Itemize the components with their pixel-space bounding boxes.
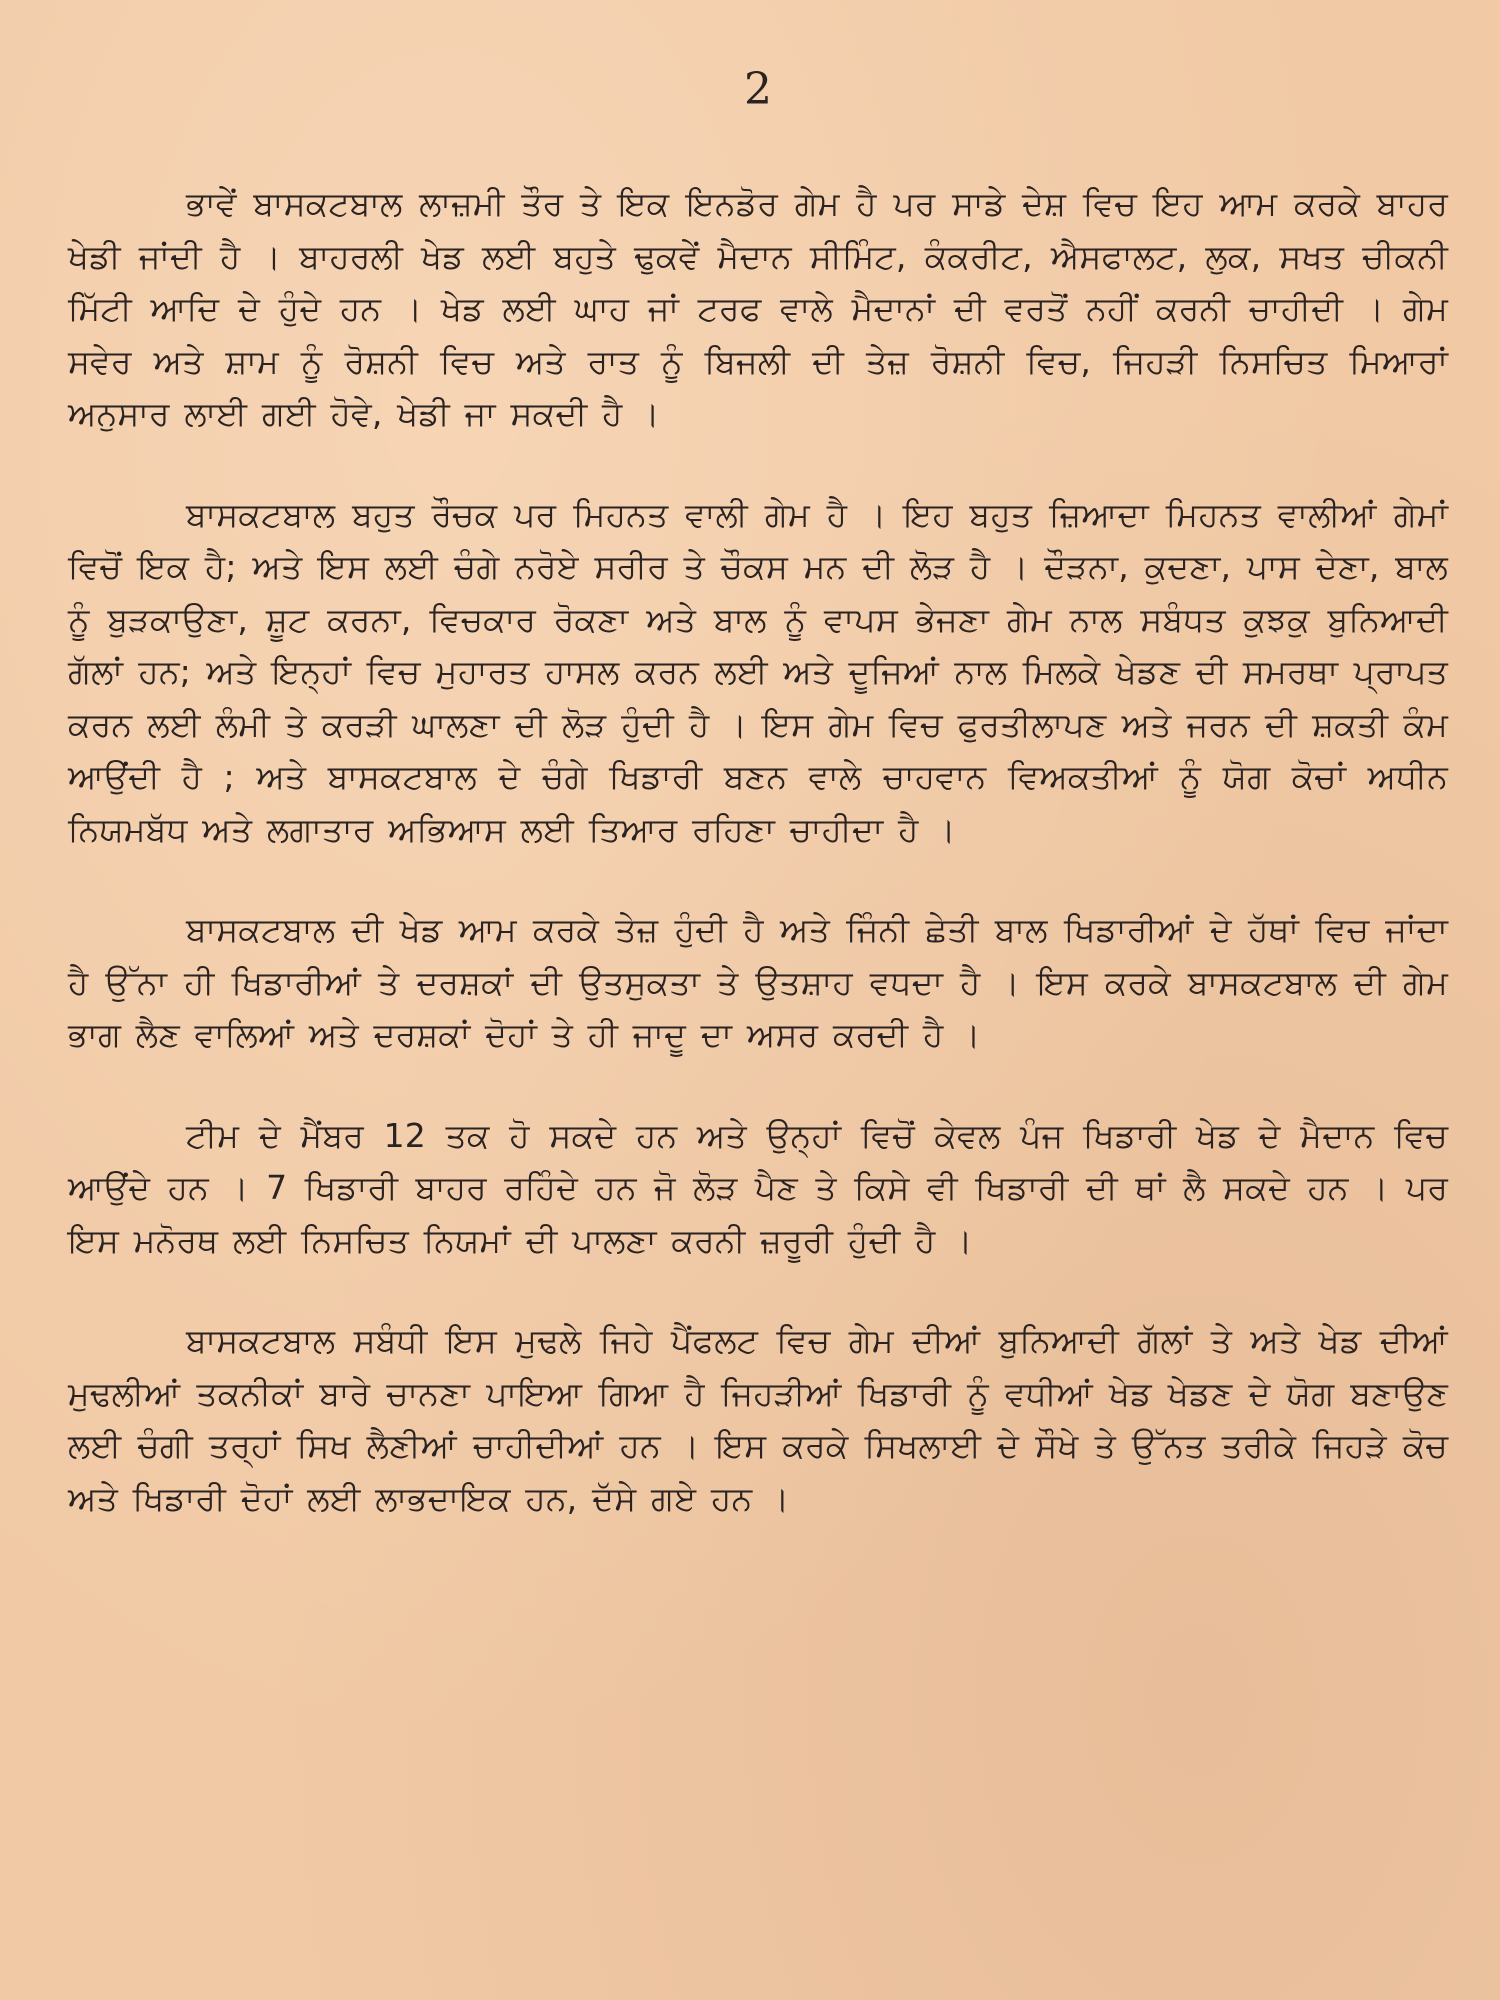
paragraph-effort-skills: ਬਾਸਕਟਬਾਲ ਬਹੁਤ ਰੌਚਕ ਪਰ ਮਿਹਨਤ ਵਾਲੀ ਗੇਮ ਹੈ । ਇਹ ਬਹੁਤ ਜ਼ਿਆਦਾ ਮਿਹਨਤ ਵਾਲੀਆਂ ਗੇਮਾਂ ਵਿਚੋਂ ਇਕ ਹੈ; ਅਤੇ ਇਸ ਲਈ ਚੰਗੇ ਨਰੋਏ ਸਰੀਰ ਤੇ ਚੌਕਸ ਮਨ ਦੀ ਲੋੜ ਹੈ । ਦੌੜਨਾ, ਕੁਦਣਾ, ਪਾਸ ਦੇਣਾ, ਬਾਲ ਨੂੰ ਬੁੜਕਾਉਣਾ, ਸ਼ੂਟ ਕਰਨਾ, ਵਿਚਕਾਰ ਰੋਕਣਾ ਅਤੇ ਬਾਲ ਨੂੰ ਵਾਪਸ ਭੇਜਣਾ ਗੇਮ ਨਾਲ ਸਬੰਧਤ ਕੁਝਕੁ ਬੁਨਿਆਦੀ ਗੱਲਾਂ ਹਨ; ਅਤੇ ਇਨ੍ਹਾਂ ਵਿਚ ਮੁਹਾਰਤ ਹਾਸਲ ਕਰਨ ਲਈ ਅਤੇ ਦੂਜਿਆਂ ਨਾਲ ਮਿਲਕੇ ਖੇਡਣ ਦੀ ਸਮਰਥਾ ਪ੍ਰਾਪਤ ਕਰਨ ਲਈ ਲੰਮੀ ਤੇ ਕਰੜੀ ਘਾਲਣਾ ਦੀ ਲੋੜ ਹੁੰਦੀ ਹੈ । ਇਸ ਗੇਮ ਵਿਚ ਫੁਰਤੀਲਾਪਣ ਅਤੇ ਜਰਨ ਦੀ ਸ਼ਕਤੀ ਕੰਮ ਆਉਂਦੀ ਹੈ ; ਅਤੇ ਬਾਸਕਟਬਾਲ ਦੇ ਚੰਗੇ ਖਿਡਾਰੀ ਬਣਨ ਵਾਲੇ ਚਾਹਵਾਨ ਵਿਅਕਤੀਆਂ ਨੂੰ ਯੋਗ ਕੋਚਾਂ ਅਧੀਨ ਨਿਯਮਬੱਧ ਅਤੇ ਲਗਾਤਾਰ ਅਭਿਆਸ ਲਈ ਤਿਆਰ ਰਹਿਣਾ ਚਾਹੀਦਾ ਹੈ । xyxy=(68,494,1448,849)
paragraph-speed-excitement: ਬਾਸਕਟਬਾਲ ਦੀ ਖੇਡ ਆਮ ਕਰਕੇ ਤੇਜ਼ ਹੁੰਦੀ ਹੈ ਅਤੇ ਜਿੰਨੀ ਛੇਤੀ ਬਾਲ ਖਿਡਾਰੀਆਂ ਦੇ ਹੱਥਾਂ ਵਿਚ ਜਾਂਦਾ ਹੈ ਉੱਨਾ ਹੀ ਖਿਡਾਰੀਆਂ ਤੇ ਦਰਸ਼ਕਾਂ ਦੀ ਉਤਸੁਕਤਾ ਤੇ ਉਤਸ਼ਾਹ ਵਧਦਾ ਹੈ । ਇਸ ਕਰਕੇ ਬਾਸਕਟਬਾਲ ਦੀ ਗੇਮ ਭਾਗ ਲੈਣ ਵਾਲਿਆਂ ਅਤੇ ਦਰਸ਼ਕਾਂ ਦੋਹਾਂ ਤੇ ਹੀ ਜਾਦੂ ਦਾ ਅਸਰ ਕਰਦੀ ਹੈ । xyxy=(68,910,1448,1054)
paragraph-team-members: ਟੀਮ ਦੇ ਮੈਂਬਰ 12 ਤਕ ਹੋ ਸਕਦੇ ਹਨ ਅਤੇ ਉਨ੍ਹਾਂ ਵਿਚੋਂ ਕੇਵਲ ਪੰਜ ਖਿਡਾਰੀ ਖੇਡ ਦੇ ਮੈਦਾਨ ਵਿਚ ਆਉਂਦੇ ਹਨ । 7 ਖਿਡਾਰੀ ਬਾਹਰ ਰਹਿੰਦੇ ਹਨ ਜੋ ਲੋੜ ਪੈਣ ਤੇ ਕਿਸੇ ਵੀ ਖਿਡਾਰੀ ਦੀ ਥਾਂ ਲੈ ਸਕਦੇ ਹਨ । ਪਰ ਇਸ ਮਨੋਰਥ ਲਈ ਨਿਸਚਿਤ ਨਿਯਮਾਂ ਦੀ ਪਾਲਣਾ ਕਰਨੀ ਜ਼ਰੂਰੀ ਹੁੰਦੀ ਹੈ । xyxy=(68,1115,1448,1260)
paragraph-indoor-outdoor: ਭਾਵੇਂ ਬਾਸਕਟਬਾਲ ਲਾਜ਼ਮੀ ਤੌਰ ਤੇ ਇਕ ਇਨਡੋਰ ਗੇਮ ਹੈ ਪਰ ਸਾਡੇ ਦੇਸ਼ ਵਿਚ ਇਹ ਆਮ ਕਰਕੇ ਬਾਹਰ ਖੇਡੀ ਜਾਂਦੀ ਹੈ । ਬਾਹਰਲੀ ਖੇਡ ਲਈ ਬਹੁਤੇ ਢੁਕਵੇਂ ਮੈਦਾਨ ਸੀਮਿੰਟ, ਕੰਕਰੀਟ, ਐਸਫਾਲਟ, ਲੁਕ, ਸਖਤ ਚੀਕਨੀ ਮਿੱਟੀ ਆਦਿ ਦੇ ਹੁੰਦੇ ਹਨ । ਖੇਡ ਲਈ ਘਾਹ ਜਾਂ ਟਰਫ ਵਾਲੇ ਮੈਦਾਨਾਂ ਦੀ ਵਰਤੋਂ ਨਹੀਂ ਕਰਨੀ ਚਾਹੀਦੀ । ਗੇਮ ਸਵੇਰ ਅਤੇ ਸ਼ਾਮ ਨੂੰ ਰੋਸ਼ਨੀ ਵਿਚ ਅਤੇ ਰਾਤ ਨੂੰ ਬਿਜਲੀ ਦੀ ਤੇਜ਼ ਰੋਸ਼ਨੀ ਵਿਚ, ਜਿਹੜੀ ਨਿਸਚਿਤ ਮਿਆਰਾਂ ਅਨੁਸਾਰ ਲਾਈ ਗਈ ਹੋਵੇ, ਖੇਡੀ ਜਾ ਸਕਦੀ ਹੈ । xyxy=(68,184,1448,433)
paragraph-pamphlet-purpose: ਬਾਸਕਟਬਾਲ ਸਬੰਧੀ ਇਸ ਮੁਢਲੇ ਜਿਹੇ ਪੈਂਫਲਟ ਵਿਚ ਗੇਮ ਦੀਆਂ ਬੁਨਿਆਦੀ ਗੱਲਾਂ ਤੇ ਅਤੇ ਖੇਡ ਦੀਆਂ ਮੁਢਲੀਆਂ ਤਕਨੀਕਾਂ ਬਾਰੇ ਚਾਨਣਾ ਪਾਇਆ ਗਿਆ ਹੈ ਜਿਹੜੀਆਂ ਖਿਡਾਰੀ ਨੂੰ ਵਧੀਆਂ ਖੇਡ ਖੇਡਣ ਦੇ ਯੋਗ ਬਣਾਉਣ ਲਈ ਚੰਗੀ ਤਰ੍ਹਾਂ ਸਿਖ ਲੈਣੀਆਂ ਚਾਹੀਦੀਆਂ ਹਨ । ਇਸ ਕਰਕੇ ਸਿਖਲਾਈ ਦੇ ਸੌਖੇ ਤੇ ਉੱਨਤ ਤਰੀਕੇ ਜਿਹੜੇ ਕੋਚ ਅਤੇ ਖਿਡਾਰੀ ਦੋਹਾਂ ਲਈ ਲਾਭਦਾਇਕ ਹਨ, ਦੱਸੇ ਗਏ ਹਨ । xyxy=(68,1321,1448,1518)
page-number: 2 xyxy=(744,64,772,115)
